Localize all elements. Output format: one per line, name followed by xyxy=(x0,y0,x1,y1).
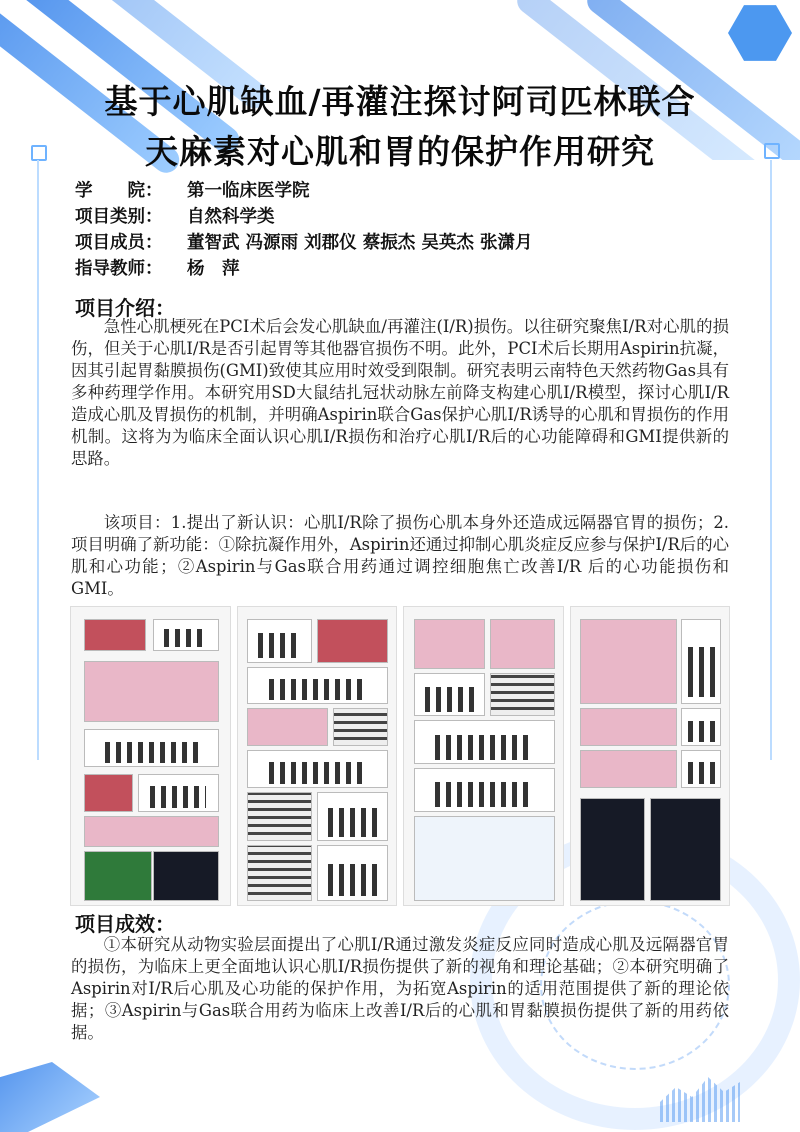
meta-label: 项目类别： xyxy=(75,207,163,227)
meta-label: 项目成员： xyxy=(75,233,163,253)
meta-row-category xyxy=(75,204,532,230)
figure-panel-2 xyxy=(237,606,398,906)
frame-line-left xyxy=(37,160,39,760)
meta-value: 杨 萍 xyxy=(187,259,240,279)
intro-paragraph-2: 该项目：1.提出了新认识：心肌I/R除了损伤心肌本身外还造成远隔器官胃的损伤；2.项目明确了新功能：①除抗凝作用外，Aspirin还通过抑制心肌炎症反应参与保护I/R后的心肌和心功能；②Aspirin与Gas联合用药通过调控细胞焦亡改善I/R 后的心功能损伤和GMI。 xyxy=(71,513,729,598)
figure-panel-1 xyxy=(70,606,231,906)
meta-row-members xyxy=(75,230,532,256)
intro-heading: 项目介绍： xyxy=(75,296,175,320)
results-heading: 项目成效： xyxy=(75,912,175,936)
results-paragraph: ①本研究从动物实验层面提出了心肌I/R通过激发炎症反应同时造成心肌及远隔器官胃的损伤，为临床上更全面地认识心肌I/R损伤提供了新的视角和理论基础；②本研究明确了Aspirin对I/R后心肌及心功能的保护作用，为拓宽Aspirin的适用范围提供了新的理论依据；③Aspirin与Gas联合用药为临床上改善I/R后的心肌和胃黏膜损伤提供了新的用药依据。 xyxy=(71,935,729,1042)
meta-value: 董智武 冯源雨 刘郡仪 蔡振杰 吴英杰 张潇月 xyxy=(187,233,533,253)
meta-value: 第一临床医学院 xyxy=(187,181,310,201)
project-meta xyxy=(75,178,532,282)
figure-panel-4 xyxy=(570,606,731,906)
poster-title-line-2: 天麻素对心肌和胃的保护作用研究 xyxy=(145,132,655,171)
corner-stripes-bottom-left xyxy=(0,1062,100,1132)
poster-title-line-1: 基于心肌缺血/再灌注探讨阿司匹林联合 xyxy=(104,82,696,121)
meta-label: 学 院： xyxy=(75,181,163,201)
frame-line-right xyxy=(770,160,772,760)
meta-label: 指导教师： xyxy=(75,259,163,279)
figure-panel-3 xyxy=(403,606,564,906)
intro-paragraph-1: 急性心肌梗死在PCI术后会发心肌缺血/再灌注(I/R)损伤。以往研究聚焦I/R对心肌的损伤，但关于心肌I/R是否引起胃等其他器官损伤不明。此外，PCI术后长期用Aspirin抗凝，因其引起胃黏膜损伤(GMI)致使其应用时效受到限制。研究表明云南特色天然药物Gas具有多种药理学作用。本研究用SD大鼠结扎冠状动脉左前降支构建心肌I/R模型，探讨心肌I/R造成心肌及胃损伤的机制，并明确Aspirin联合Gas保护心肌I/R诱导的心肌和胃损伤的作用机制。这将为为临床全面认识心肌I/R损伤和治疗心肌I/R后的心功能障碍和GMI提供新的思路。 xyxy=(71,317,729,468)
meta-value: 自然科学类 xyxy=(187,207,275,227)
figure-collage xyxy=(70,606,730,906)
meta-row-college xyxy=(75,178,532,204)
meta-row-advisor xyxy=(75,256,532,282)
